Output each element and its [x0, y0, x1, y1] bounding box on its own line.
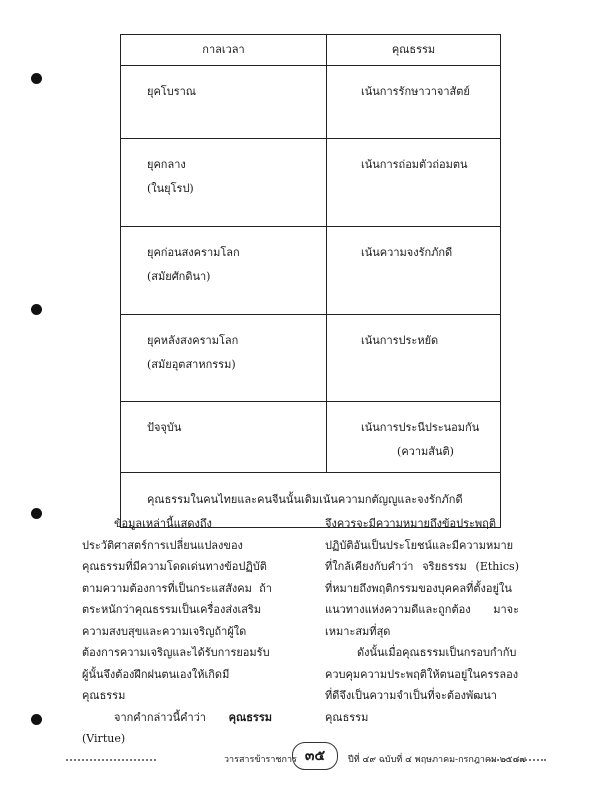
header-period: กาลเวลา — [121, 35, 327, 66]
period-cell — [121, 402, 327, 473]
period-sub-label: (สมัยศักดินา) — [147, 270, 211, 283]
header-virtue: คุณธรรม — [327, 35, 501, 66]
body-paragraph: ดังนั้นเมื่อคุณธรรมเป็นกรอบกำกับควบคุมความประพฤติให้ตนอยู่ในครรลองที่ดีจึงเป็นความจำเป็นที่จะต้องพัฒนาคุณธรรม — [325, 646, 519, 724]
period-cell — [121, 66, 327, 139]
virtue-label: เน้นการรักษาวาจาสัตย์ — [361, 85, 470, 98]
footer-rule-left — [66, 759, 156, 761]
table-row — [121, 402, 501, 473]
virtue-term: คุณธรรม — [228, 710, 272, 724]
period-cell — [121, 139, 327, 227]
period-sub-label: (ในยุโรป) — [147, 182, 194, 195]
table-header-row — [121, 35, 501, 66]
punch-hole-middle — [31, 304, 42, 315]
punch-hole-top — [31, 73, 42, 84]
virtue-history-table — [120, 34, 501, 528]
paragraph-text: (Virtue) — [82, 732, 126, 745]
body-column-left — [82, 513, 272, 750]
virtue-sub-label: (ความสันติ) — [397, 445, 454, 458]
table-row — [121, 139, 501, 227]
period-label: ยุคหลังสงครามโลก — [147, 334, 239, 347]
punch-hole-bottom — [31, 714, 42, 725]
virtue-label: เน้นการประหยัด — [361, 334, 439, 347]
paragraph-text: จากคำกล่าวนี้คำว่า — [114, 710, 229, 724]
body-paragraph: จึงควรจะมีความหมายถึงข้อประพฤติปฏิบัติอันเป็นประโยชน์และมีความหมายที่ใกล้เคียงกับคำว่า จริยธรรม (Ethics) ที่หมายถึงพฤติกรรมของบุคคลที่ตั้งอยู่ในแนวทางแห่งความดีและถูกต้อง มาจะเหมาะสมที่สุด — [325, 517, 519, 638]
virtue-label: เน้นความจงรักภักดี — [361, 246, 453, 259]
period-cell — [121, 315, 327, 402]
journal-name: วารสารข้าราชการ — [224, 755, 297, 765]
virtue-label: เน้นการถ่อมตัวถ่อมตน — [361, 158, 468, 171]
page-footer — [66, 748, 546, 770]
period-sub-label: (สมัยอุตสาหกรรม) — [147, 358, 236, 371]
virtue-cell — [327, 139, 501, 227]
virtue-label: เน้นการประนีประนอมกัน — [361, 421, 480, 434]
period-cell — [121, 227, 327, 315]
table-row — [121, 66, 501, 139]
virtue-cell — [327, 315, 501, 402]
body-column-right — [325, 513, 519, 728]
period-label: ยุคกลาง — [147, 158, 186, 171]
page-number: ๓๕ — [292, 742, 338, 770]
issue-info: ปีที่ ๔๙ ฉบับที่ ๔ พฤษภาคม-กรกฎาคม ๒๕๔๗ — [348, 755, 527, 765]
virtue-cell — [327, 402, 501, 473]
virtue-cell — [327, 66, 501, 139]
summary-cell: คุณธรรมในคนไทยและคนจีนนั้นเดิมเน้นความกตัญญูและจงรักภักดี — [121, 473, 501, 528]
period-label: ยุคโบราณ — [147, 85, 196, 98]
period-label: ปัจจุบัน — [147, 421, 182, 434]
footer-rule-right — [486, 759, 546, 761]
body-paragraph — [82, 707, 272, 750]
punch-hole-lower — [31, 508, 42, 519]
period-label: ยุคก่อนสงครามโลก — [147, 246, 240, 259]
virtue-cell — [327, 227, 501, 315]
table-row — [121, 315, 501, 402]
table-row — [121, 227, 501, 315]
body-paragraph: ข้อมูลเหล่านี้แสดงถึงประวัติศาสตร์การเปลี่ยนแปลงของคุณธรรมที่มีความโดดเด่นทางข้อปฏิบัติตามความต้องการที่เป็นกระแสสังคม ถ้าตระหนักว่าคุณธรรมเป็นเครื่องส่งเสริมความสงบสุขและความเจริญถ้าผู้ใดต้องการความเจริญและได้รับการยอมรับผู้นั้นจึงต้องฝึกฝนตนเองให้เกิดมีคุณธรรม — [82, 517, 272, 702]
